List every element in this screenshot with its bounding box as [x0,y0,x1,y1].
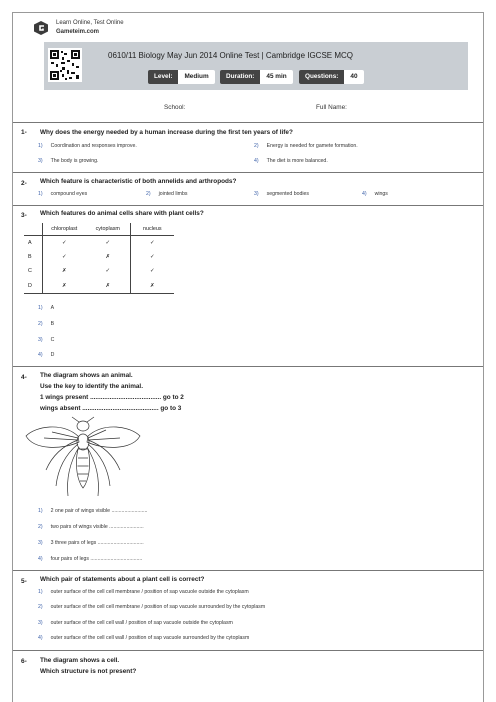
option-4[interactable]: 4) The diet is more balanced. [254,158,328,164]
option-4[interactable]: 4) outer surface of the cell cell wall / position of sap vacuole surrounded by the cytoplasm [38,635,250,641]
option-3[interactable]: 3) The body is growing. [38,158,99,164]
question-number: 3- [21,212,27,219]
column-header: chloroplast [42,223,86,235]
option-1[interactable]: 1) A [38,305,55,311]
divider [13,650,483,651]
question-text: The diagram shows an animal. Use the key to identify the animal. 1 wings present ........................................ go to 2 wings absent ........................................... go to 3 [40,372,184,412]
question-number: 6- [21,658,27,665]
option-2[interactable]: 2) outer surface of the cell cell membrane / position of sap vacuole surrounded by the cytoplasm [38,604,266,610]
divider [13,172,483,173]
question-number: 5- [21,578,27,585]
table-row: A ✓ ✓ ✓ [24,235,174,250]
option-1[interactable]: 1) compound eyes [38,191,88,197]
brand-tagline: Learn Online, Test Online [56,20,124,26]
option-4[interactable]: 4) wings [362,191,388,197]
option-2[interactable]: 2) B [38,321,55,327]
gameteim-logo-icon [32,20,50,36]
column-header: nucleus [130,223,174,235]
question-text: Why does the energy needed by a human increase during the first ten years of life? [40,129,293,136]
header-box [44,42,468,90]
question-text: Which feature is characteristic of both annelids and arthropods? [40,178,237,185]
option-4[interactable]: 4) four pairs of legs .................................... [38,556,143,562]
divider [13,205,483,206]
option-2[interactable]: 2) Energy is needed for gamete formation. [254,143,358,149]
exam-title: 0610/11 Biology May Jun 2014 Online Test | Cambridge IGCSE MCQ [108,51,354,60]
question-text: The diagram shows a cell. Which structure is not present? [40,657,137,675]
option-1[interactable]: 1) outer surface of the cell cell membrane / position of sap vacuole outside the cytoplasm [38,589,249,595]
divider [13,570,483,571]
question-text: Which features do animal cells share with plant cells? [40,210,204,217]
qr-code-icon [48,48,82,82]
divider [13,366,483,367]
question-number: 2- [21,180,27,187]
option-2[interactable]: 2) jointed limbs [146,191,188,197]
option-3[interactable]: 3) C [38,337,55,343]
table-row: D ✗ ✗ ✗ [24,279,174,294]
option-3[interactable]: 3) outer surface of the cell cell wall / position of sap vacuole outside the cytoplasm [38,620,233,626]
question-text: Which pair of statements about a plant cell is correct? [40,576,205,583]
brand-site[interactable]: Gameteim.com [56,29,100,35]
divider [13,122,483,123]
option-4[interactable]: 4) D [38,352,55,358]
option-2[interactable]: 2) two pairs of wings visible ........................ [38,524,144,530]
duration-badge: Duration: 45 min [220,70,293,84]
table-header-row [24,223,174,235]
school-label: School: [164,104,186,111]
page-frame [12,12,484,702]
table-row: B ✓ ✗ ✓ [24,250,174,265]
question-number: 4- [21,374,27,381]
fullname-label: Full Name: [316,104,347,111]
option-1[interactable]: 1) Coordination and responses improve. [38,143,137,149]
brand [32,19,124,37]
insect-diagram [22,416,144,502]
column-header: cytoplasm [86,223,130,235]
option-3[interactable]: 3) 3 three pairs of legs ................................ [38,540,144,546]
question-number: 1- [21,129,27,136]
questions-badge: Questions: 40 [299,70,364,84]
option-3[interactable]: 3) segmented bodies [254,191,310,197]
level-badge: Level: Medium [148,70,215,84]
features-table [24,223,174,294]
option-1[interactable]: 1) 2 one pair of wings visible ......................... [38,508,148,514]
table-row: C ✗ ✓ ✓ [24,264,174,279]
